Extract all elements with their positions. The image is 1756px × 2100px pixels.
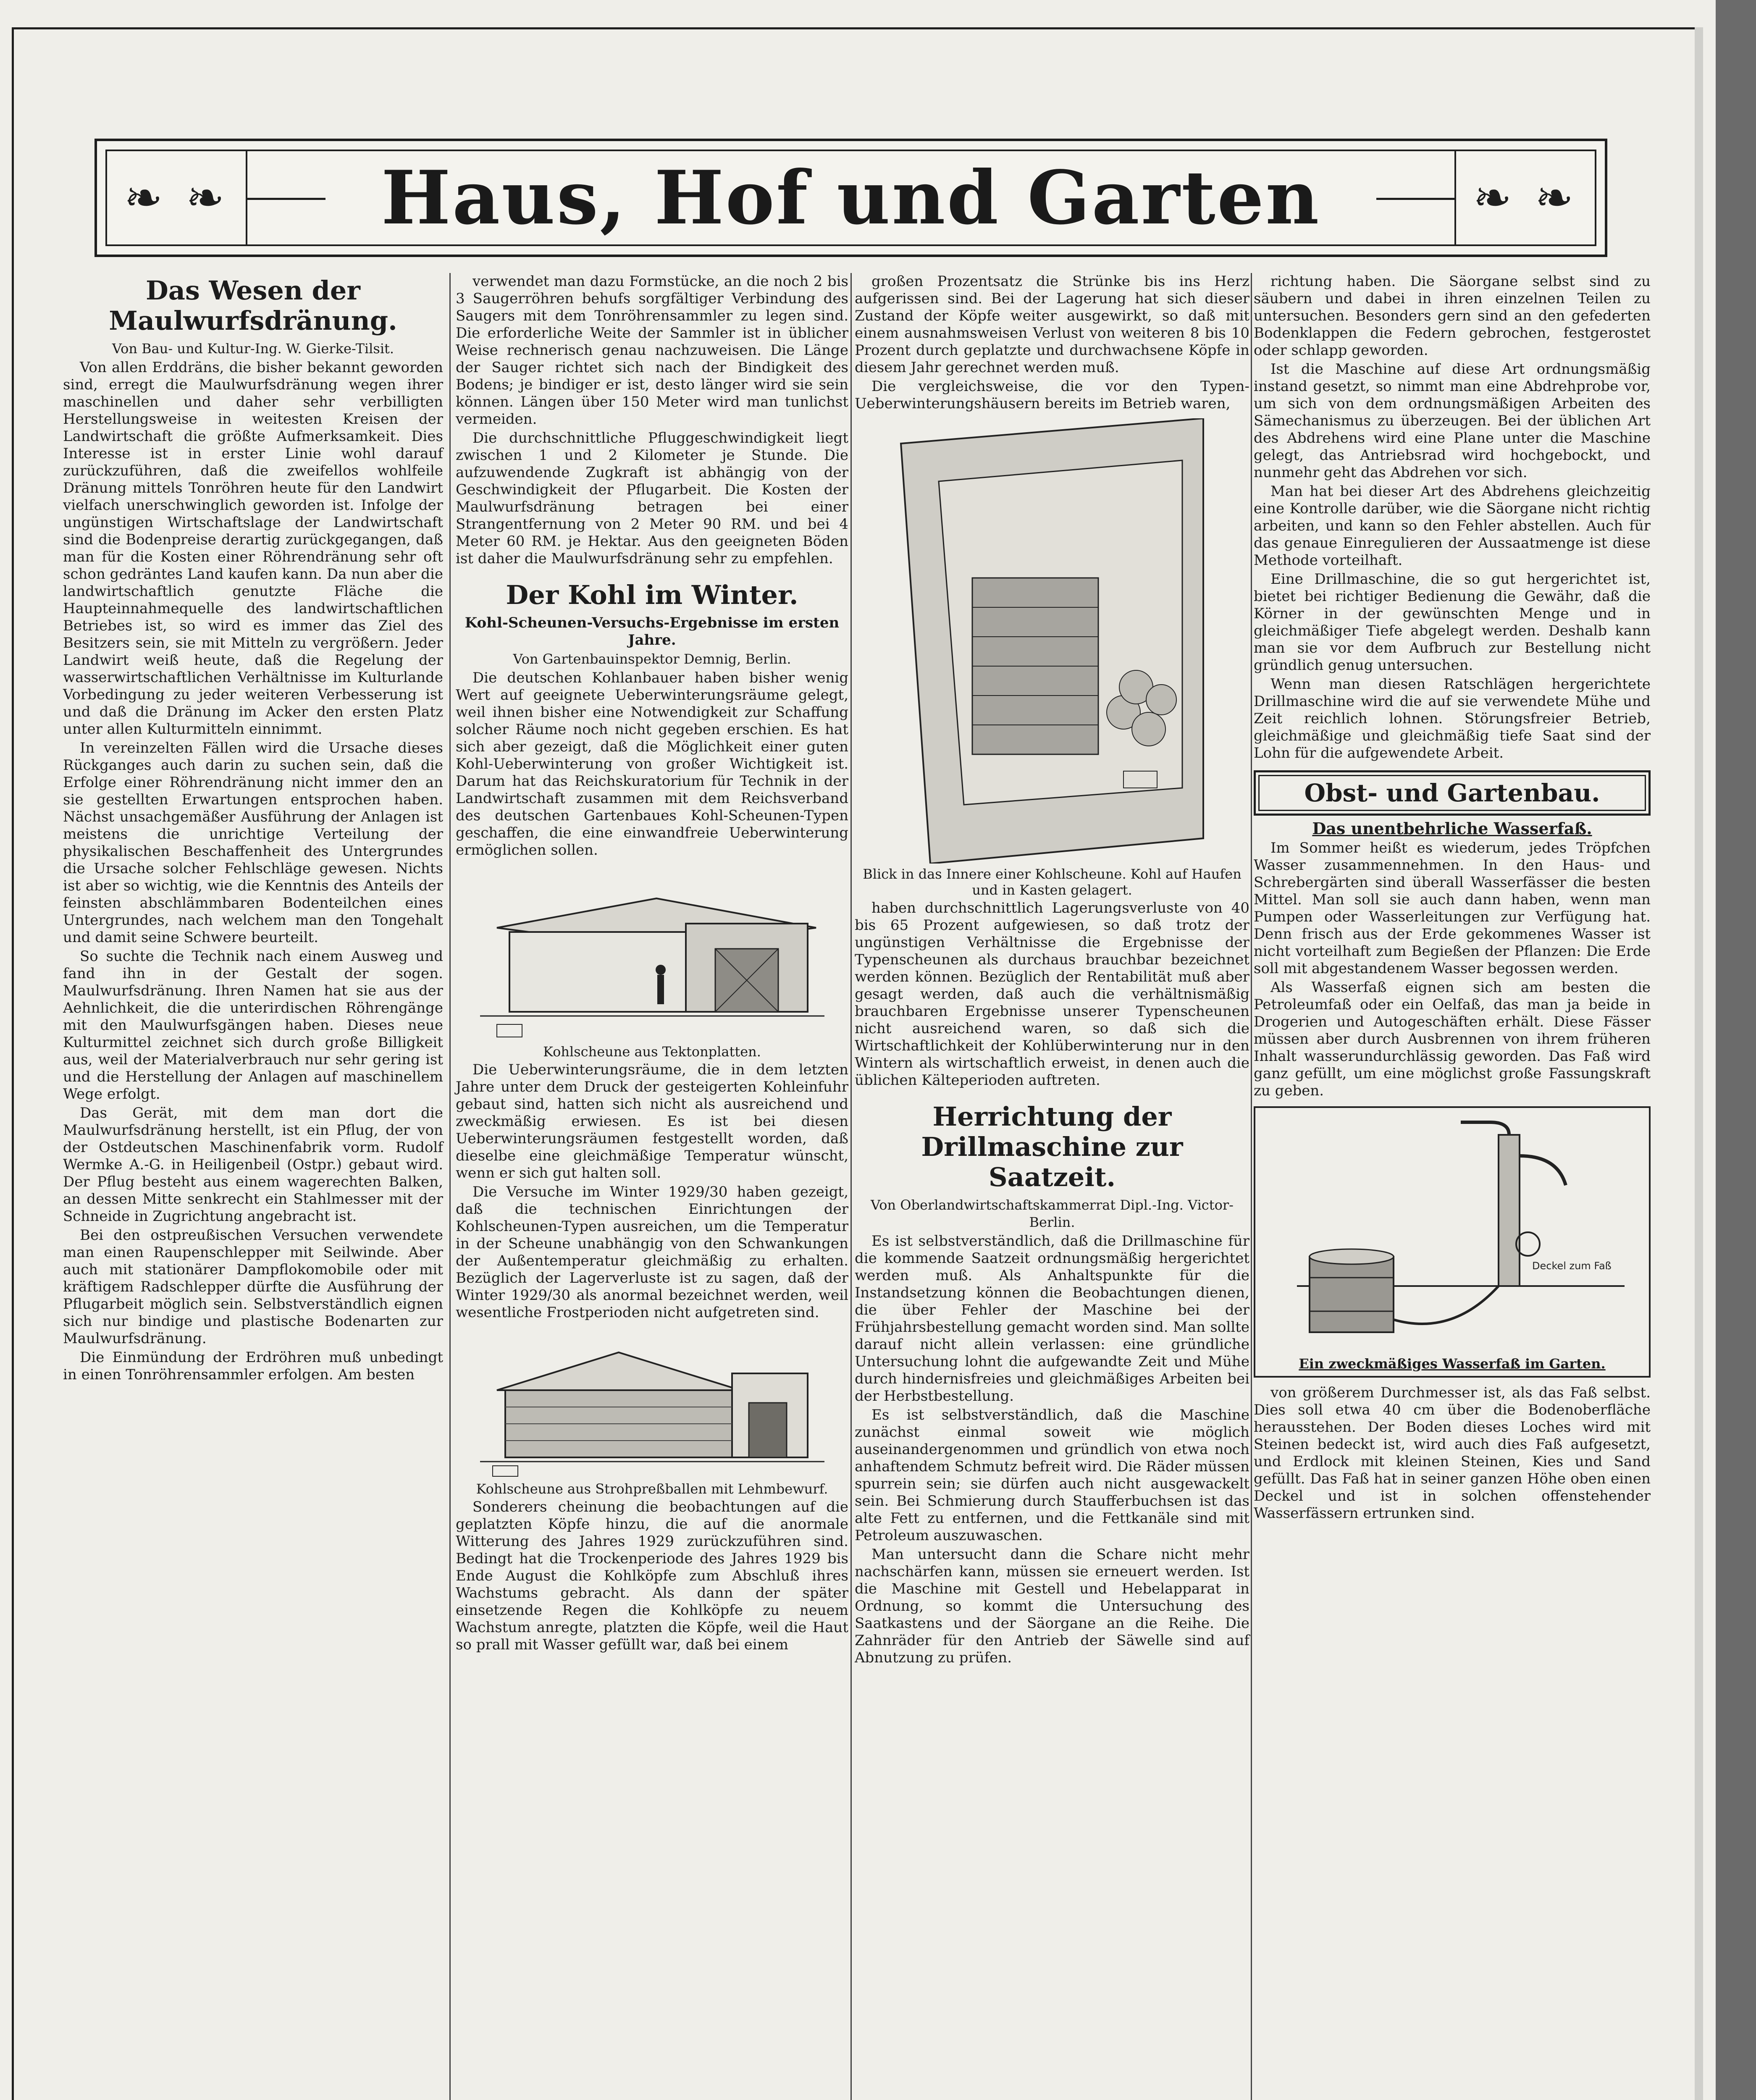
article-paragraph: So suchte die Technik nach einem Ausweg und fand ihn in der Gestalt der sogen. Maulwurfsdränung. Ihren Namen hat sie aus der Aehnlichkeit, die die unterirdischen Röhrengänge mit den Maulwurfsgängen haben. Dieses neue Kulturmittel zeichnet sich durch große Billigkeit aus, weil der Materialverbrauch nur sehr gering ist und die Herstellung der Anlagen auf maschinellem Wege erfolgt. <box>63 948 443 1102</box>
article-paragraph: Die deutschen Kohlanbauer haben bisher wenig Wert auf geeignete Ueberwinterungsräume gelegt, weil ihnen bisher eine Notwendigkeit zur Schaffung solcher Räume noch nicht gegeben erschien. Es hat sich aber gezeigt, daß die Möglichkeit einer guten Kohl-Ueberwinterung von großer Wichtigkeit ist. Darum hat das Reichskuratorium für Technik in der Landwirtschaft zusammen mit dem Reichsverband des deutschen Gartenbaues Kohl-Scheunen-Typen geschaffen, die eine einwandfreie Ueberwinterung ermöglichen sollen. <box>456 669 848 858</box>
article-paragraph: Man hat bei dieser Art des Abdrehens gleichzeitig eine Kontrolle darüber, wie die Säorgane nicht richtig arbeiten, und kann so den Fehler abstellen. Auch für das genaue Einregulieren der Aussaatmenge ist diese Methode vorteilhaft. <box>1254 483 1651 569</box>
article-subtitle: Kohl-Scheunen-Versuchs-Ergebnisse im ersten Jahre. <box>465 614 840 648</box>
section-banner <box>94 139 1607 257</box>
section-box-title: Obst- und Gartenbau. <box>1258 775 1646 811</box>
article-byline: Von Oberlandwirtschaftskammerrat Dipl.-Ing. Victor-Berlin. <box>871 1197 1234 1230</box>
banner-inner-frame <box>105 150 1596 246</box>
article-paragraph: verwendet man dazu Formstücke, an die noch 2 bis 3 Saugerröhren behufs sorgfältiger Verbindung des Saugers mit dem Tonröhrensammler zu legen sind. Die erforderliche Weite der Sammler ist in üblicher Weise rechnerisch genau nachzuweisen. Die Länge der Sauger richtet sich nach der Bindigkeit des Bodens; je bindiger er ist, desto länger wird sie sein können. Längen über 150 Meter wird man tunlichst vermeiden. <box>456 273 848 428</box>
water-barrel-illustration <box>1263 1118 1641 1353</box>
article-paragraph: Im Sommer heißt es wiederum, jedes Tröpfchen Wasser zusammennehmen. In den Haus- und Schrebergärten sind überall Wasserfässer die besten Mittel. Man soll sie auch dann haben, wenn man Pumpen oder Wasserleitungen zur Verfügung hat. Denn frisch aus der Erde gekommenes Wasser ist nicht vorteilhaft zum Begießen der Pflanzen: Die Erde soll mit abgestandenem Wasser begossen werden. <box>1254 840 1651 977</box>
article-paragraph: von größerem Durchmesser ist, als das Faß selbst. Dies soll etwa 40 cm über die Bodenoberfläche herausstehen. Der Boden dieses Loches wird mit Steinen bedeckt ist, wird auch dies Faß aufgesetzt, und Erdlock mit kleinen Steinen, Kies und Sand gefüllt. Das Faß hat in seiner ganzen Höhe oben einen Deckel und ist in solchen offenstehender Wasserfässern ertrunken sind. <box>1254 1384 1651 1522</box>
figure-caption: Kohlscheune aus Tektonplatten. <box>543 1044 761 1060</box>
column-1 <box>63 273 443 1383</box>
article-paragraph: Von allen Erddräns, die bisher bekannt geworden sind, erregt die Maulwurfsdränung wegen ihrer maschinellen und daher sehr verbilligten Herstellungsweise in weitesten Kreisen der Landwirtschaft die größte Aufmerksamkeit. Dies Interesse ist in erster Linie wohl darauf zurückzuführen, daß die zweifellos wohlfeile Dränung mittels Tonröhren heute für den Landwirt vielfach unerschwinglich geworden ist. Infolge der ungünstigen Wirtschaftslage der Landwirtschaft sind die Bodenpreise derartig zurückgegangen, daß man für die Kosten einer Röhrendränung sehr oft schon gedräntes Land kaufen kann. Da nun aber die landwirtschaftlich genutzte Fläche die Haupteinnahmequelle des landwirtschaftlichen Betriebes ist, so wird es immer das Ziel des Besitzers sein, sie mit Mitteln zu vergrößern. Jeder Landwirt weiß heute, daß die Regelung der wasserwirtschaftlichen Verhältnisse im Kulturlande Vorbedingung zu jeder weiteren Verbesserung ist und daß die Dränung im Acker den ersten Platz unter allen Kulturmitteln einnimmt. <box>63 359 443 738</box>
barn-interior-illustration <box>888 418 1216 864</box>
article-paragraph: großen Prozentsatz die Strünke bis ins Herz aufgerissen sind. Bei der Lagerung hat sich dieser Zustand der Köpfe weiter ausgewirkt, so daß mit einem ausnahmsweisen Verlust von weiteren 8 bis 10 Prozent durch geplatzte und durchwachsene Köpfe in diesem Jahr gerechnet werden muß. <box>855 273 1249 376</box>
leaf-ornament-icon: ❧ ❧ <box>124 171 229 225</box>
page-edge <box>1695 27 1703 2100</box>
scan-margin <box>1716 0 1756 2100</box>
article-paragraph: Die Versuche im Winter 1929/30 haben gezeigt, daß die technischen Einrichtungen der Kohlscheunen-Typen ausreichen, um die Temperatur in der Scheune unabhängig von den Schwankungen der Außentemperatur gleichmäßig zu erhalten. Bezüglich der Lagerverluste ist zu sagen, daß der Winter 1929/30 als anormal bezeichnet werden, weil wesentliche Frostperioden nicht aufgetreten sind. <box>456 1184 848 1321</box>
column-2 <box>456 273 848 1654</box>
article-byline: Von Bau- und Kultur-Ing. W. Gierke-Tilsit. <box>112 341 394 357</box>
section-box <box>1254 770 1651 816</box>
article-title: Der Kohl im Winter. <box>506 580 798 610</box>
column-rule <box>449 273 451 2100</box>
column-3 <box>855 273 1249 1667</box>
article-paragraph: Die Ueberwinterungsräume, die in dem letzten Jahre unter dem Druck der gesteigerten Kohleinfuhr gebaut sind, hatten sich nicht als ausreichend und zweckmäßig erwiesen. Es ist bei diesen Ueberwinterungsräumen festgestellt worden, daß dieselbe eine gleichmäßige Temperatur wünscht, wenn er sich gut halten soll. <box>456 1061 848 1181</box>
article-title: Das unentbehrliche Wasserfaß. <box>1312 819 1592 838</box>
article-paragraph: Die Einmündung der Erdröhren muß unbedingt in einen Tonröhrensammler erfolgen. Am besten <box>63 1349 443 1383</box>
article-paragraph: Bei den ostpreußischen Versuchen verwendete man einen Raupenschlepper mit Seilwinde. Aber auch mit stationärer Dampflokomobile oder mit kräftigem Radschlepper dürfte die Ausführung der Pflugarbeit möglich sein. Selbstverständlich eignen sich nur bindige und plastische Bodenarten zur Maulwurfsdränung. <box>63 1227 443 1347</box>
article-paragraph: Die durchschnittliche Pfluggeschwindigkeit liegt zwischen 1 und 2 Kilometer je Stunde. Die aufzuwendende Zugkraft ist abhängig von der Geschwindigkeit der Pflugarbeit. Die Kosten der Maulwurfsdränung betragen bei einer Strangentfernung von 2 Meter 90 RM. und bei 4 Meter 60 RM. je Hektar. Aus den geeigneten Böden ist daher die Maulwurfsdränung sehr zu empfehlen. <box>456 430 848 567</box>
article-paragraph: In vereinzelten Fällen wird die Ursache dieses Rückganges auch darin zu suchen sein, daß die Erfolge einer Röhrendränung nicht immer den an sie gestellten Erwartungen entsprochen haben. Nächst unsachgemäßer Ausführung der Anlagen ist meistens die unrichtige Verteilung der physikalischen Beschaffenheit des Untergrundes die Ursache solcher Fehlschläge gewesen. Nichts ist aber so wichtig, wie die Kenntnis des Anteils der feinsten abschlämmbaren Bodenteilchen eines Untergrundes, nach welchem man den Tongehalt und damit seine Schwere beurteilt. <box>63 740 443 946</box>
column-rule <box>850 273 852 2100</box>
figure-caption: Blick in das Innere einer Kohlscheune. Kohl auf Haufen und in Kasten gelagert. <box>863 866 1242 898</box>
figure-label: Deckel zum Faß <box>1532 1260 1612 1272</box>
leaf-ornament-icon: ❧ ❧ <box>1473 171 1578 225</box>
banner-ornament-right <box>1454 151 1595 244</box>
article-byline: Von Gartenbauinspektor Demnig, Berlin. <box>513 651 791 667</box>
banner-rule-left <box>246 198 325 200</box>
banner-title: Haus, Hof und Garten <box>381 155 1321 241</box>
column-4 <box>1254 273 1651 1522</box>
banner-ornament-left <box>107 151 247 244</box>
article-title: Das Wesen der Maulwurfsdränung. <box>109 275 397 336</box>
article-paragraph: Es ist selbstverständlich, daß die Drillmaschine für die kommende Saatzeit ordnungsmäßig hergerichtet werden muß. Als Anhaltspunkte für die Instandsetzung können die Beobachtungen dienen, die über Fehler der Maschine bei der Frühjahrsbestellung gemacht worden sind. Man sollte darauf nicht allein verlassen: eine gründliche Untersuchung lohnt die aufgewandte Zeit und Mühe durch hindernisfreies und gleichmäßiges Arbeiten bei der Herbstbestellung. <box>855 1233 1249 1404</box>
article-paragraph: Es ist selbstverständlich, daß die Maschine zunächst einmal soweit wie möglich auseinandergenommen und gründlich von etwa noch anhaftendem Schmutz befreit wird. Die Räder müssen spurrein sein; sie dürfen auch nicht ausgewackelt sein. Bei Schmierung durch Staufferbuchsen ist das alte Fett zu entfernen, und die Fettkanäle sind mit Petroleum auszuwaschen. <box>855 1407 1249 1544</box>
figure-frame <box>1254 1106 1651 1378</box>
article-paragraph: Man untersucht dann die Schare nicht mehr nachschärfen kann, müssen sie erneuert werden. Ist die Maschine mit Gestell und Hebelapparat in Ordnung, so kommt die Untersuchung des Saatkastens und der Säorgane an die Reihe. Die Zahnräder für den Antrieb der Säwelle sind auf Abnutzung zu prüfen. <box>855 1546 1249 1666</box>
figure-caption: Ein zweckmäßiges Wasserfaß im Garten. <box>1299 1356 1606 1372</box>
column-rule <box>1251 273 1252 2100</box>
banner-rule-right <box>1376 198 1456 200</box>
article-paragraph: Eine Drillmaschine, die so gut hergerichtet ist, bietet bei richtiger Bedienung die Gewähr, daß die Körner in der gewünschten Menge und in gleichmäßiger Tiefe abgelegt werden. Deshalb kann man sie vor dem Aufbruch zur Bestellung nicht gründlich genug untersuchen. <box>1254 571 1651 674</box>
page-frame-left <box>12 27 14 2100</box>
article-title: Herrichtung der Drillmaschine zur Saatzeit. <box>921 1101 1183 1192</box>
article-paragraph: richtung haben. Die Säorgane selbst sind zu säubern und dabei in ihren einzelnen Teilen zu untersuchen. Besonders gern sind an den gefederten Bodenklappen die Federn gebrochen, festgerostet oder schlapp geworden. <box>1254 273 1651 359</box>
article-paragraph: Das Gerät, mit dem man dort die Maulwurfsdränung herstellt, ist ein Pflug, der von der Ostdeutschen Maschinenfabrik vorm. Rudolf Wermke A.-G. in Heiligenbeil (Ostpr.) gebaut wird. Der Pflug besteht aus einem wagerechten Balken, an dessen Mitte senkrecht ein Stahlmesser mit der Schneide in Zugrichtung angebracht ist. <box>63 1105 443 1225</box>
barn-illustration-tekton <box>480 865 824 1041</box>
barn-illustration-straw <box>480 1327 824 1478</box>
article-paragraph: Als Wasserfaß eignen sich am besten die Petroleumfaß oder ein Oelfaß, das man ja beide in Drogerien und Autogeschäften erhält. Diese Fässer müssen aber durch Ausbrennen von ihrem früheren Inhalt wasserundurchlässig geworden. Das Faß wird ganz gefüllt, um eine möglichst große Fassungskraft zu geben. <box>1254 979 1651 1099</box>
article-paragraph: Sonderers cheinung die beobachtungen auf die geplatzten Köpfe hinzu, die auf die anormale Witterung des Jahres 1929 zurückzuführen sind. Bedingt hat die Trockenperiode des Jahres 1929 bis Ende August die Kohlköpfe zum Abschluß ihres Wachstums gebracht. Als dann der später einsetzende Regen die Kohlköpfe zu neuem Wachstum anregte, platzten die Köpfe, weil die Haut so prall mit Wasser gefüllt war, daß bei einem <box>456 1499 848 1653</box>
article-paragraph: Wenn man diesen Ratschlägen hergerichtete Drillmaschine wird die auf sie verwendete Mühe und Zeit reichlich lohnen. Störungsfreier Betrieb, gleichmäßige und gleichmäßig tiefe Saat sind der Lohn für die aufgewendete Arbeit. <box>1254 676 1651 761</box>
article-paragraph: haben durchschnittlich Lagerungsverluste von 40 bis 65 Prozent aufgewiesen, so daß trotz der ungünstigen Verhältnisse die Ergebnisse der Typenscheunen als durchaus brauchbar bezeichnet werden können. Bezüglich der Rentabilität muß aber gesagt werden, daß auch die verhältnismäßig brauchbaren Ergebnisse unserer Typenscheunen nicht ausreichend waren, so daß sich die Wirtschaftlichkeit der Kohlüberwinterung nur in den Wintern als wirtschaftlich erweist, in denen auch die üblichen Kälteperioden auftreten. <box>855 900 1249 1089</box>
article-paragraph: Ist die Maschine auf diese Art ordnungsmäßig instand gesetzt, so nimmt man eine Abdrehprobe vor, um sich von dem ordnungsmäßigen Arbeiten des Sämechanismus zu überzeugen. Bei der üblichen Art des Abdrehens wird eine Plane unter die Maschine gelegt, das Antriebsrad wird hochgebockt, und nunmehr geht das Abdrehen vor sich. <box>1254 361 1651 481</box>
figure-caption: Kohlscheune aus Strohpreßballen mit Lehmbewurf. <box>476 1481 828 1497</box>
page-frame-top <box>13 27 1701 29</box>
article-paragraph: Die vergleichsweise, die vor den Typen-Ueberwinterungshäusern bereits im Betrieb waren, <box>855 378 1249 412</box>
